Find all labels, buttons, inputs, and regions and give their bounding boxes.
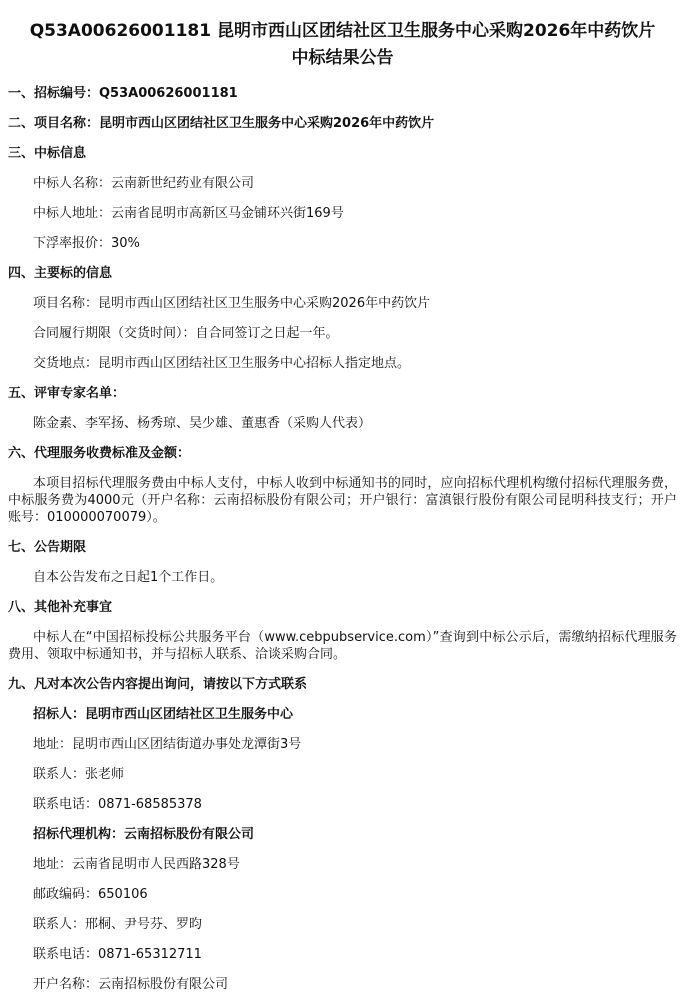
title-line-2: 中标结果公告 (291, 48, 394, 68)
announcement-body (8, 79, 677, 1000)
section-contact-heading: 九、凡对本次公告内容提出询问，请按以下方式联系 (8, 677, 308, 692)
subject-contract-period: 合同履行期限（交货时间）：自合同签订之日起一年。 (33, 326, 339, 341)
subject-project-name: 项目名称：昆明市西山区团结社区卫生服务中心采购2026年中药饮片 (33, 296, 431, 311)
title-line-1: Q53A00626001181 昆明市西山区团结社区卫生服务中心采购2026年中药饮片 (29, 21, 656, 41)
contact-tenderer-phone: 联系电话：0871-68585378 (33, 797, 202, 812)
contact-agency-address: 地址：云南省昆明市人民西路328号 (33, 857, 240, 872)
section-experts-heading: 五、评审专家名单： (8, 386, 126, 401)
contact-agency-postcode: 邮政编码：650106 (33, 887, 148, 902)
period-text: 自本公告发布之日起1个工作日。 (33, 570, 224, 585)
section-winner-heading: 三、中标信息 (8, 146, 87, 161)
contact-agency: 招标代理机构：云南招标股份有限公司 (33, 827, 255, 842)
supplement-paragraph: 中标人在“中国招标投标公共服务平台（www.cebpubservice.com）”查询到中标公示后，需缴纳招标代理服务费用、领取中标通知书，并与招标人联系、洽谈采购合同。 (8, 630, 677, 662)
contact-tenderer: 招标人：昆明市西山区团结社区卫生服务中心 (33, 707, 294, 722)
page-title (8, 0, 677, 72)
section-fee-heading: 六、代理服务收费标准及金额： (8, 446, 191, 461)
contact-agency-account-name: 开户名称：云南招标股份有限公司 (33, 977, 229, 992)
contact-tenderer-person: 联系人：张老师 (33, 767, 125, 782)
winner-address: 中标人地址：云南省昆明市高新区马金铺环兴街169号 (33, 206, 344, 221)
subject-delivery-location: 交货地点：昆明市西山区团结社区卫生服务中心招标人指定地点。 (33, 356, 411, 371)
section-period-heading: 七、公告期限 (8, 540, 87, 555)
section-project-name: 二、项目名称：昆明市西山区团结社区卫生服务中心采购2026年中药饮片 (8, 116, 435, 131)
experts-list: 陈金素、李军扬、杨秀琼、吴少雄、董惠香（采购人代表） (33, 416, 372, 431)
winner-discount: 下浮率报价：30% (33, 236, 140, 251)
winner-name: 中标人名称：云南新世纪药业有限公司 (33, 176, 255, 191)
contact-tenderer-address: 地址：昆明市西山区团结街道办事处龙潭街3号 (33, 737, 302, 752)
section-tender-number: 一、招标编号：Q53A00626001181 (8, 86, 238, 101)
contact-agency-phone: 联系电话：0871-65312711 (33, 947, 202, 962)
section-supplement-heading: 八、其他补充事宜 (8, 600, 113, 615)
section-subject-heading: 四、主要标的信息 (8, 266, 113, 281)
fee-paragraph: 本项目招标代理服务费由中标人支付，中标人收到中标通知书的同时，应向招标代理机构缴付招标代理服务费，中标服务费为4000元（开户名称：云南招标股份有限公司；开户银行：富滇银行股份有限公司昆明科技支行；开户账号：010000070079）。 (8, 476, 677, 525)
contact-agency-person: 联系人：邢桐、尹号芬、罗昀 (33, 917, 203, 932)
